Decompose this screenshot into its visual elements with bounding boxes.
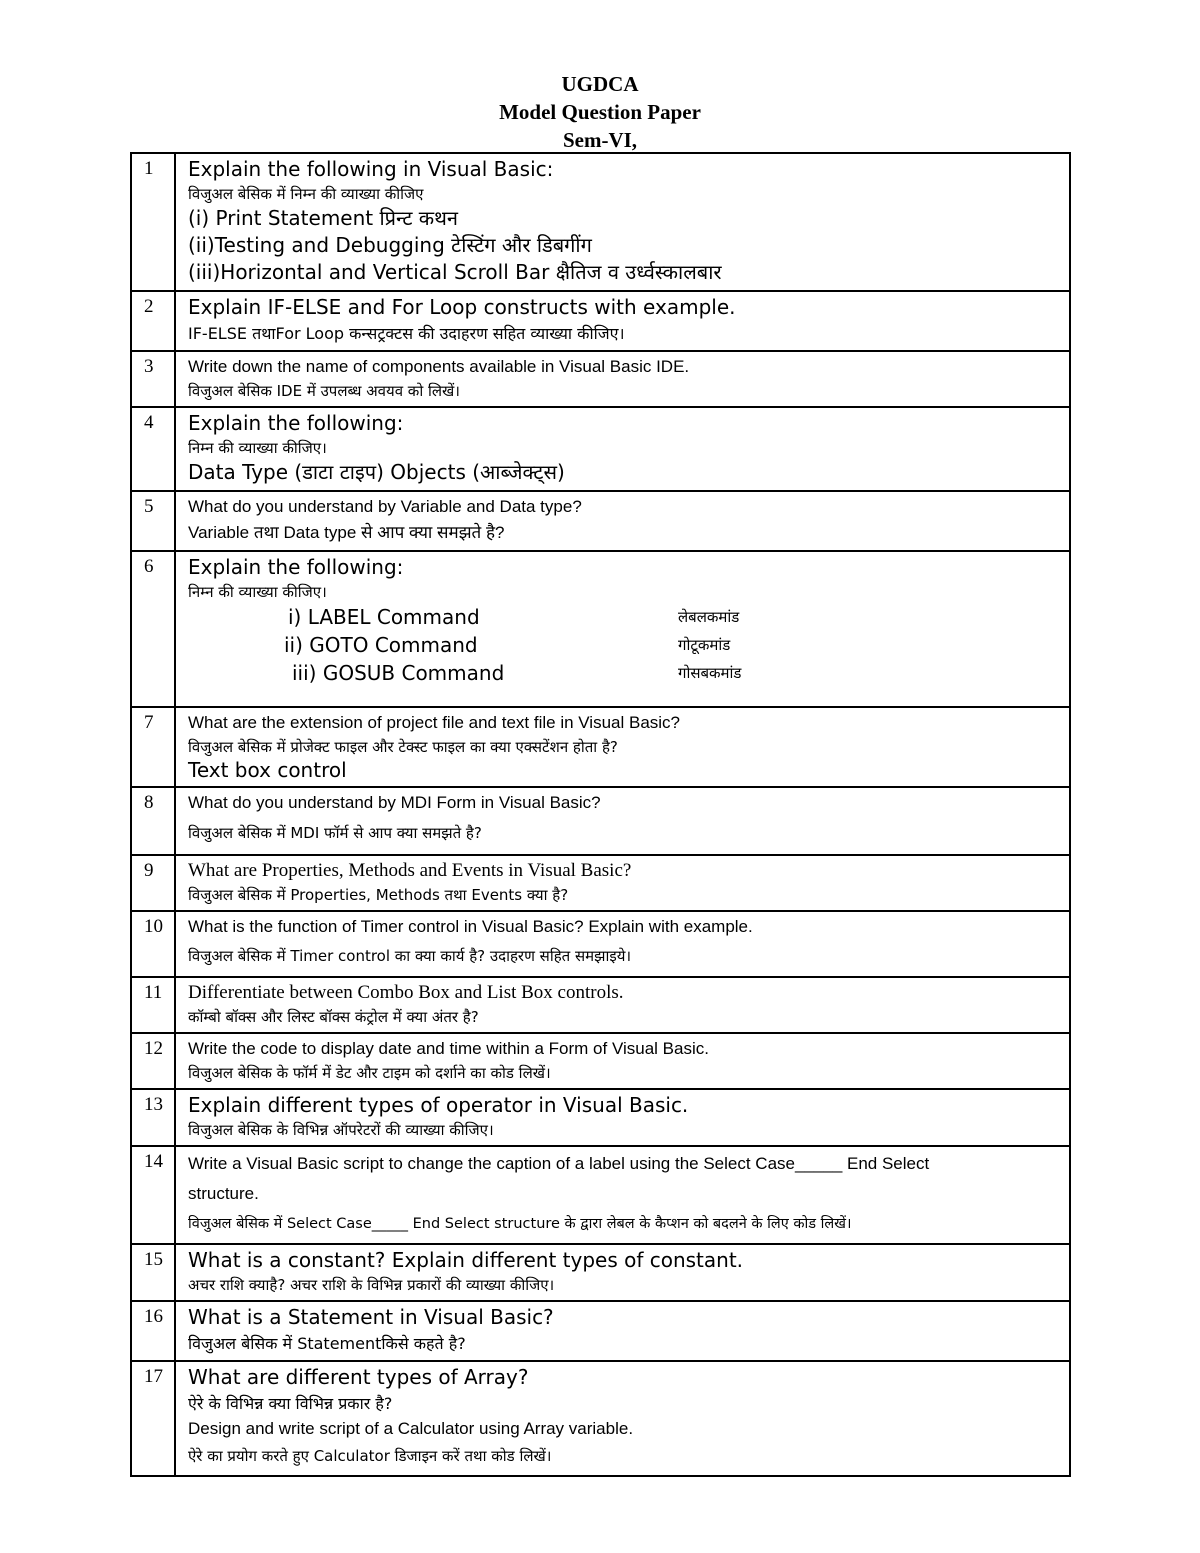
question-number: 8 xyxy=(131,787,175,855)
document-header xyxy=(0,70,1200,154)
question-number: 17 xyxy=(131,1361,175,1476)
question-row-15 xyxy=(131,1244,1070,1301)
question-row-6 xyxy=(131,551,1070,707)
question-row-12 xyxy=(131,1033,1070,1089)
question-line-hindi: कॉम्बो बॉक्स और लिस्ट बॉक्स कंट्रोल में क्या अंतर है? xyxy=(188,1008,479,1026)
command-item xyxy=(188,659,1069,687)
question-line: What is a Statement in Visual Basic? xyxy=(188,1305,554,1329)
question-line-hindi: निम्न की व्याख्या कीजिए। xyxy=(188,583,327,601)
question-row-9 xyxy=(131,855,1070,911)
question-row-4 xyxy=(131,407,1070,491)
question-line: Data Type (डाटा टाइप) Objects (आब्जेक्ट्स) xyxy=(188,460,565,484)
question-line: (iii)Horizontal and Vertical Scroll Bar क्षैतिज व उर्ध्वस्कालबार xyxy=(188,260,722,284)
question-line-hindi: विजुअल बेसिक IDE में उपलब्ध अवयव को लिखें। xyxy=(188,382,460,400)
question-number: 16 xyxy=(131,1301,175,1361)
question-line: Explain the following in Visual Basic: xyxy=(188,157,554,181)
question-number: 1 xyxy=(131,153,175,291)
question-line: What are different types of Array? xyxy=(188,1365,529,1389)
course-title: UGDCA xyxy=(561,72,639,96)
question-line: Write the code to display date and time within a Form of Visual Basic. xyxy=(188,1039,709,1058)
question-table xyxy=(130,152,1071,1477)
question-line-hindi: विजुअल बेसिक में Properties, Methods तथा Events क्या है? xyxy=(188,886,569,904)
question-row-7 xyxy=(131,707,1070,787)
question-text xyxy=(175,977,1070,1033)
question-row-14 xyxy=(131,1146,1070,1244)
question-line: What are the extension of project file and text file in Visual Basic? xyxy=(188,713,681,732)
question-number: 9 xyxy=(131,855,175,911)
question-line-hindi: विजुअल बेसिक में प्रोजेक्ट फाइल और टेक्स्ट फाइल का क्या एक्सटेंशन होता है? xyxy=(188,738,618,756)
semester-title: Sem-VI, xyxy=(562,128,638,152)
question-line: Explain different types of operator in Visual Basic. xyxy=(188,1093,689,1117)
question-line: Explain the following: xyxy=(188,555,404,579)
question-line: structure. xyxy=(188,1184,259,1203)
question-number: 10 xyxy=(131,911,175,977)
question-text xyxy=(175,787,1070,855)
question-row-1 xyxy=(131,153,1070,291)
question-text xyxy=(175,491,1070,551)
question-text xyxy=(175,407,1070,491)
question-line-hindi: विजुअल बेसिक में Select Case_____ End Select structure के द्वारा लेबल के कैप्शन को बदलने के लिए कोड लिखें। xyxy=(188,1216,852,1232)
question-row-16 xyxy=(131,1301,1070,1361)
question-text xyxy=(175,911,1070,977)
command-label: ii) GOTO Command xyxy=(284,633,478,657)
question-number: 3 xyxy=(131,351,175,407)
question-number: 7 xyxy=(131,707,175,787)
question-line-hindi: विजुअल बेसिक में Timer control का क्या कार्य है? उदाहरण सहित समझाइये। xyxy=(188,947,632,965)
question-line: (i) Print Statement प्रिन्ट कथन xyxy=(188,206,459,230)
question-line: Write down the name of components available in Visual Basic IDE. xyxy=(188,357,690,376)
question-number: 2 xyxy=(131,291,175,351)
question-text xyxy=(175,855,1070,911)
question-line: What is a constant? Explain different types of constant. xyxy=(188,1248,744,1272)
question-row-13 xyxy=(131,1089,1070,1146)
command-label-hindi: गोसबकमांड xyxy=(678,664,742,682)
question-text xyxy=(175,1089,1070,1146)
question-line-hindi: निम्न की व्याख्या कीजिए। xyxy=(188,439,327,457)
question-row-17 xyxy=(131,1361,1070,1476)
question-line: Design and write script of a Calculator using Array variable. xyxy=(188,1419,634,1438)
question-line-hindi: अचर राशि क्याहै? अचर राशि के विभिन्न प्रकारों की व्याख्या कीजिए। xyxy=(188,1276,555,1294)
question-line: What do you understand by Variable and Data type? xyxy=(188,497,582,516)
question-line-hindi: ऐरे का प्रयोग करते हुए Calculator डिजाइन करें तथा कोड लिखें। xyxy=(188,1447,552,1465)
question-line: What do you understand by MDI Form in Visual Basic? xyxy=(188,793,601,812)
question-text xyxy=(175,1033,1070,1089)
question-text xyxy=(175,153,1070,291)
question-line-hindi: विजुअल बेसिक के विभिन्न ऑपरेटरों की व्याख्या कीजिए। xyxy=(188,1121,494,1139)
question-number: 15 xyxy=(131,1244,175,1301)
question-text xyxy=(175,707,1070,787)
question-line-hindi: विजुअल बेसिक के फॉर्म में डेट और टाइम को दर्शाने का कोड लिखें। xyxy=(188,1064,551,1082)
question-row-11 xyxy=(131,977,1070,1033)
question-row-8 xyxy=(131,787,1070,855)
question-line: Write a Visual Basic script to change the caption of a label using the Select Case_____ End Select xyxy=(188,1154,930,1173)
question-row-3 xyxy=(131,351,1070,407)
question-number: 14 xyxy=(131,1146,175,1244)
command-label-hindi: गोटूकमांड xyxy=(678,636,731,654)
question-number: 5 xyxy=(131,491,175,551)
question-text xyxy=(175,1361,1070,1476)
question-line-hindi: विजुअल बेसिक में MDI फॉर्म से आप क्या समझते है? xyxy=(188,824,482,842)
question-line-hindi: ऐरे के विभिन्न क्या विभिन्न प्रकार है? xyxy=(188,1394,393,1413)
paper-title: Model Question Paper xyxy=(499,100,701,124)
question-text xyxy=(175,291,1070,351)
question-line-hindi: विजुअल बेसिक में निम्न की व्याख्या कीजिए xyxy=(188,185,424,203)
question-number: 11 xyxy=(131,977,175,1033)
question-row-5 xyxy=(131,491,1070,551)
question-number: 4 xyxy=(131,407,175,491)
question-line: What are Properties, Methods and Events in Visual Basic? xyxy=(188,860,632,881)
command-label-hindi: लेबलकमांड xyxy=(678,608,740,626)
question-line: Explain IF-ELSE and For Loop constructs with example. xyxy=(188,295,736,319)
question-number: 12 xyxy=(131,1033,175,1089)
question-line-hindi: Variable तथा Data type से आप क्या समझते है? xyxy=(188,523,505,542)
question-line-hindi: IF-ELSE तथाFor Loop कन्सट्रक्टस की उदाहरण सहित व्याख्या कीजिए। xyxy=(188,324,625,343)
question-number: 13 xyxy=(131,1089,175,1146)
question-line: Text box control xyxy=(188,758,347,782)
question-row-10 xyxy=(131,911,1070,977)
question-line: Differentiate between Combo Box and List Box controls. xyxy=(188,982,624,1003)
question-text xyxy=(175,1244,1070,1301)
question-row-2 xyxy=(131,291,1070,351)
command-item xyxy=(188,603,1069,631)
command-item xyxy=(188,631,1069,659)
question-text xyxy=(175,551,1070,707)
question-number: 6 xyxy=(131,551,175,707)
question-line: (ii)Testing and Debugging टेस्टिंग और डिबगींग xyxy=(188,233,592,257)
command-label: iii) GOSUB Command xyxy=(292,661,505,685)
question-text xyxy=(175,1301,1070,1361)
question-line: Explain the following: xyxy=(188,411,404,435)
question-text xyxy=(175,1146,1070,1244)
question-line: What is the function of Timer control in Visual Basic? Explain with example. xyxy=(188,917,753,936)
command-label: i) LABEL Command xyxy=(288,605,480,629)
question-line-hindi: विजुअल बेसिक में Statementकिसे कहते है? xyxy=(188,1334,466,1353)
question-text xyxy=(175,351,1070,407)
